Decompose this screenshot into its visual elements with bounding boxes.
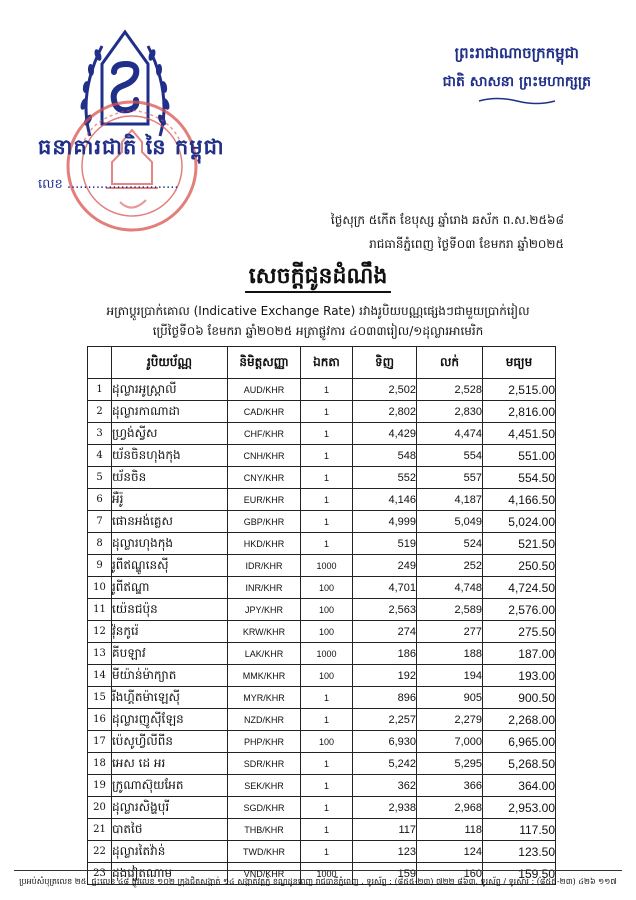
average-rate: 4,166.50	[483, 489, 556, 511]
currency-name: ដុល្លារសិង្ហបុរី	[112, 797, 228, 819]
currency-name: អឺរ៉ូ	[112, 489, 228, 511]
sell-rate: 557	[417, 467, 483, 489]
currency-unit: 100	[301, 665, 353, 687]
average-rate: 521.50	[483, 533, 556, 555]
currency-name: រូពីឥណ្ឌា	[112, 577, 228, 599]
buy-rate: 2,257	[353, 709, 417, 731]
row-number: 2	[88, 401, 112, 423]
currency-name: រូពីឥណ្ឌូនេស៊ី	[112, 555, 228, 577]
sell-rate: 160	[417, 863, 483, 885]
footer-divider	[14, 870, 622, 871]
row-number: 1	[88, 379, 112, 401]
average-rate: 117.50	[483, 819, 556, 841]
sell-rate: 2,279	[417, 709, 483, 731]
buy-rate: 123	[353, 841, 417, 863]
table-row	[88, 401, 556, 423]
average-rate: 551.00	[483, 445, 556, 467]
average-rate: 554.50	[483, 467, 556, 489]
column-header-unit: ឯកតា	[301, 347, 353, 379]
currency-unit: 1	[301, 401, 353, 423]
currency-unit: 1	[301, 797, 353, 819]
reference-number: លេខ ...........................	[38, 177, 179, 192]
currency-unit: 1	[301, 753, 353, 775]
sell-rate: 252	[417, 555, 483, 577]
buy-rate: 2,502	[353, 379, 417, 401]
table-row	[88, 511, 556, 533]
notice-title-text: សេចក្តីជូនដំណឹង	[245, 264, 392, 293]
currency-unit: 1	[301, 819, 353, 841]
currency-unit: 1	[301, 489, 353, 511]
currency-name: មីយ៉ាន់ម៉ាក្យាត	[112, 665, 228, 687]
average-rate: 6,965.00	[483, 731, 556, 753]
average-rate: 159.50	[483, 863, 556, 885]
sell-rate: 188	[417, 643, 483, 665]
kingdom-line-2: ជាតិ សាសនា ព្រះមហាក្សត្រ	[442, 74, 591, 90]
buy-rate: 6,930	[353, 731, 417, 753]
official-stamp-icon	[62, 96, 202, 236]
table-row	[88, 445, 556, 467]
currency-symbol: CAD/KHR	[228, 401, 301, 423]
currency-symbol: KRW/KHR	[228, 621, 301, 643]
table-row	[88, 489, 556, 511]
sell-rate: 194	[417, 665, 483, 687]
date-lunar: ថ្ងៃសុក្រ ៥កើត ខែបុស្ស ឆ្នាំរោង ឆស័ក ព.ស.២៥៦៨	[330, 213, 564, 227]
buy-rate: 159	[353, 863, 417, 885]
row-number: 16	[88, 709, 112, 731]
average-rate: 4,451.50	[483, 423, 556, 445]
currency-unit: 1000	[301, 863, 353, 885]
sell-rate: 2,968	[417, 797, 483, 819]
currency-name: ដុល្លារអូស្ត្រាលី	[112, 379, 228, 401]
sell-rate: 4,187	[417, 489, 483, 511]
table-row	[88, 467, 556, 489]
flourish-icon	[477, 96, 557, 106]
currency-unit: 100	[301, 621, 353, 643]
table-row	[88, 731, 556, 753]
currency-name: យ័នចិន	[112, 467, 228, 489]
currency-symbol: MYR/KHR	[228, 687, 301, 709]
average-rate: 2,576.00	[483, 599, 556, 621]
buy-rate: 896	[353, 687, 417, 709]
row-number: 23	[88, 863, 112, 885]
currency-symbol: SEK/KHR	[228, 775, 301, 797]
row-number: 3	[88, 423, 112, 445]
row-number: 22	[88, 841, 112, 863]
buy-rate: 2,938	[353, 797, 417, 819]
buy-rate: 4,701	[353, 577, 417, 599]
average-rate: 2,953.00	[483, 797, 556, 819]
currency-name: បាតថៃ	[112, 819, 228, 841]
currency-name: ផោនអង់គ្លេស	[112, 511, 228, 533]
average-rate: 187.00	[483, 643, 556, 665]
currency-unit: 1	[301, 775, 353, 797]
buy-rate: 192	[353, 665, 417, 687]
buy-rate: 4,999	[353, 511, 417, 533]
column-header-average: មធ្យម	[483, 347, 556, 379]
row-number: 4	[88, 445, 112, 467]
currency-unit: 1	[301, 423, 353, 445]
currency-name: ដុល្លារតៃវ៉ាន់	[112, 841, 228, 863]
table-row	[88, 533, 556, 555]
buy-rate: 186	[353, 643, 417, 665]
table-row	[88, 379, 556, 401]
footer-address: ប្រអប់សំបុត្រលេខ ២៥, ផ្ទះលេខ ៤៨ ផ្លូវលេខ ១០២ ក្រុងជិតសង្កាត់ ១៤ សង្កាត់វត្តភ្នំ ខណ្ឌដូនពេញ រាជធានីភ្នំពេញ , ទូរស័ព្ទ : (៨៥៥-២៣) ៧២២ ៨៦៣, ទូរស័ព្ទ / ទូរសារ : (៨៥៥-២៣) ៤២៦ ១១៧	[19, 877, 617, 886]
kingdom-line-1: ព្រះរាជាណាចក្រកម្ពុជា	[454, 44, 579, 62]
row-number: 15	[88, 687, 112, 709]
buy-rate: 5,242	[353, 753, 417, 775]
row-number: 5	[88, 467, 112, 489]
average-rate: 2,816.00	[483, 401, 556, 423]
average-rate: 2,515.00	[483, 379, 556, 401]
sell-rate: 5,049	[417, 511, 483, 533]
sell-rate: 366	[417, 775, 483, 797]
buy-rate: 4,429	[353, 423, 417, 445]
average-rate: 5,268.50	[483, 753, 556, 775]
buy-rate: 2,563	[353, 599, 417, 621]
currency-symbol: JPY/KHR	[228, 599, 301, 621]
currency-symbol: GBP/KHR	[228, 511, 301, 533]
currency-symbol: CHF/KHR	[228, 423, 301, 445]
sell-rate: 2,528	[417, 379, 483, 401]
column-header-sell: លក់	[417, 347, 483, 379]
average-rate: 364.00	[483, 775, 556, 797]
buy-rate: 4,146	[353, 489, 417, 511]
average-rate: 275.50	[483, 621, 556, 643]
currency-name: ដុងវៀតណាម	[112, 863, 228, 885]
table-row	[88, 423, 556, 445]
average-rate: 4,724.50	[483, 577, 556, 599]
bank-name: ធនាគារជាតិ នៃ កម្ពុជា	[38, 135, 225, 159]
table-row	[88, 621, 556, 643]
currency-unit: 1	[301, 687, 353, 709]
currency-symbol: IDR/KHR	[228, 555, 301, 577]
notice-subtitle-1: អត្រាប្តូរប្រាក់គោល (Indicative Exchange Rate) រវាងរូបិយបណ្ណផ្សេងៗជាមួយប្រាក់រៀល	[106, 304, 530, 318]
buy-rate: 2,802	[353, 401, 417, 423]
currency-unit: 1	[301, 709, 353, 731]
currency-symbol: AUD/KHR	[228, 379, 301, 401]
currency-symbol: VND/KHR	[228, 863, 301, 885]
row-number: 17	[88, 731, 112, 753]
currency-name: គីបឡាវ	[112, 643, 228, 665]
sell-rate: 5,295	[417, 753, 483, 775]
sell-rate: 905	[417, 687, 483, 709]
buy-rate: 362	[353, 775, 417, 797]
buy-rate: 548	[353, 445, 417, 467]
sell-rate: 4,748	[417, 577, 483, 599]
currency-symbol: MMK/KHR	[228, 665, 301, 687]
sell-rate: 277	[417, 621, 483, 643]
currency-name: អេស ដេ អរ	[112, 753, 228, 775]
average-rate: 123.50	[483, 841, 556, 863]
currency-symbol: INR/KHR	[228, 577, 301, 599]
currency-unit: 1000	[301, 643, 353, 665]
buy-rate: 552	[353, 467, 417, 489]
column-header-no	[88, 347, 112, 379]
row-number: 7	[88, 511, 112, 533]
table-row	[88, 643, 556, 665]
table-row	[88, 665, 556, 687]
table-row	[88, 775, 556, 797]
currency-unit: 1	[301, 841, 353, 863]
row-number: 20	[88, 797, 112, 819]
currency-symbol: SDR/KHR	[228, 753, 301, 775]
average-rate: 2,268.00	[483, 709, 556, 731]
table-row	[88, 687, 556, 709]
currency-name: ដុល្លារញូស៊ីឡែន	[112, 709, 228, 731]
notice-title	[0, 262, 636, 294]
currency-unit: 1	[301, 445, 353, 467]
sell-rate: 2,589	[417, 599, 483, 621]
sell-rate: 4,474	[417, 423, 483, 445]
row-number: 21	[88, 819, 112, 841]
average-rate: 900.50	[483, 687, 556, 709]
buy-rate: 274	[353, 621, 417, 643]
table-row	[88, 819, 556, 841]
row-number: 10	[88, 577, 112, 599]
currency-name: ដុល្លារកាណាដា	[112, 401, 228, 423]
currency-symbol: LAK/KHR	[228, 643, 301, 665]
currency-unit: 1	[301, 379, 353, 401]
table-row	[88, 797, 556, 819]
table-row	[88, 555, 556, 577]
sell-rate: 554	[417, 445, 483, 467]
row-number: 6	[88, 489, 112, 511]
sell-rate: 2,830	[417, 401, 483, 423]
currency-name: យ័នចិនហុងកុង	[112, 445, 228, 467]
average-rate: 250.50	[483, 555, 556, 577]
currency-unit: 100	[301, 577, 353, 599]
currency-name: យ៉េនជប៉ុន	[112, 599, 228, 621]
currency-symbol: HKD/KHR	[228, 533, 301, 555]
date-solar: រាជធានីភ្នំពេញ ថ្ងៃទី០៣ ខែមករា ឆ្នាំ២០២៥	[369, 237, 564, 251]
sell-rate: 118	[417, 819, 483, 841]
currency-unit: 100	[301, 731, 353, 753]
sell-rate: 524	[417, 533, 483, 555]
currency-name: ក្រូណាស៊ុយអែត	[112, 775, 228, 797]
exchange-rate-table	[87, 346, 556, 885]
currency-symbol: PHP/KHR	[228, 731, 301, 753]
row-number: 11	[88, 599, 112, 621]
row-number: 19	[88, 775, 112, 797]
column-header-buy: ទិញ	[353, 347, 417, 379]
table-row	[88, 841, 556, 863]
currency-unit: 1	[301, 511, 353, 533]
kingdom-heading	[443, 44, 591, 106]
table-row	[88, 577, 556, 599]
currency-symbol: THB/KHR	[228, 819, 301, 841]
table-row	[88, 599, 556, 621]
row-number: 13	[88, 643, 112, 665]
currency-name: ដុល្លារហុងកុង	[112, 533, 228, 555]
notice-subtitle-2: ប្រើថ្ងៃទី០៦ ខែមករា ឆ្នាំ២០២៥ អត្រាផ្លូវការ ៤០៣៣រៀល/១ដុល្លារអាមេរិក	[152, 324, 484, 338]
row-number: 12	[88, 621, 112, 643]
currency-symbol: EUR/KHR	[228, 489, 301, 511]
currency-symbol: TWD/KHR	[228, 841, 301, 863]
table-row	[88, 709, 556, 731]
currency-name: ប៉េសូហ្វីលីពីន	[112, 731, 228, 753]
table-row	[88, 753, 556, 775]
average-rate: 193.00	[483, 665, 556, 687]
buy-rate: 519	[353, 533, 417, 555]
row-number: 8	[88, 533, 112, 555]
row-number: 9	[88, 555, 112, 577]
currency-symbol: CNH/KHR	[228, 445, 301, 467]
column-header-symbol: និមិត្តសញ្ញា	[228, 347, 301, 379]
average-rate: 5,024.00	[483, 511, 556, 533]
row-number: 18	[88, 753, 112, 775]
sell-rate: 124	[417, 841, 483, 863]
currency-symbol: SGD/KHR	[228, 797, 301, 819]
row-number: 14	[88, 665, 112, 687]
column-header-currency: រូបិយប័ណ្ណ	[112, 347, 228, 379]
currency-unit: 1	[301, 533, 353, 555]
buy-rate: 117	[353, 819, 417, 841]
currency-unit: 1000	[301, 555, 353, 577]
currency-name: វ៉ុនកូរ៉េ	[112, 621, 228, 643]
currency-symbol: NZD/KHR	[228, 709, 301, 731]
buy-rate: 249	[353, 555, 417, 577]
currency-name: ហ្វ្រង់ស្វីស	[112, 423, 228, 445]
table-header-row	[88, 347, 556, 379]
currency-symbol: CNY/KHR	[228, 467, 301, 489]
sell-rate: 7,000	[417, 731, 483, 753]
table-body	[88, 379, 556, 885]
currency-unit: 100	[301, 599, 353, 621]
currency-name: រីងហ្គីតម៉ាឡេស៊ី	[112, 687, 228, 709]
currency-unit: 1	[301, 467, 353, 489]
